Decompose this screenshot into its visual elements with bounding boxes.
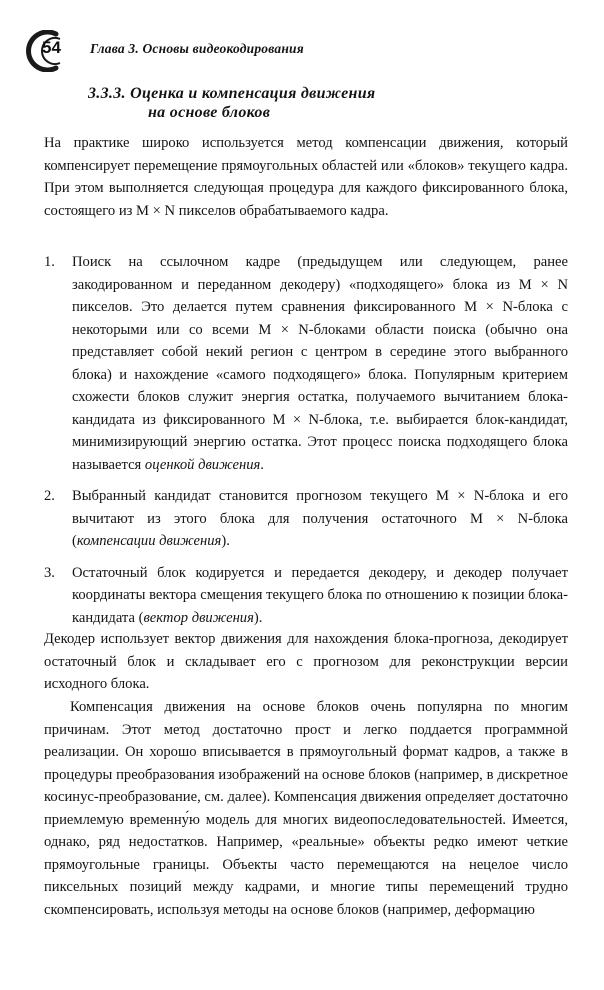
list-item-tail: ).	[221, 533, 230, 549]
list-item-tail: .	[260, 456, 264, 473]
section-heading	[88, 84, 558, 122]
list-item-number: 1.	[44, 254, 55, 270]
page-header	[26, 30, 586, 72]
list-item-number: 2.	[44, 488, 55, 504]
chapter-title: Глава 3. Основы видеокодирования	[90, 41, 304, 56]
list-item-text: Выбранный кандидат становится прогнозом текущего M × N-блока и его вычитают из этого блока для получения остаточного M × N-блока (	[72, 488, 568, 549]
list-item-text: Остаточный блок кодируется и передается декодеру, и декодер получает координаты вектора смещения текущего блока по отношению к позиции блока-кандидата (	[72, 564, 568, 626]
list-item-tail: ).	[253, 609, 263, 626]
list-item-term: вектор движения	[143, 609, 254, 626]
decoder-paragraph: Декодер использует вектор движения для нахождения блока-прогноза, декодирует остаточный блок и складывает его с прогнозом для реконструкции версии исходного блока.	[44, 631, 568, 692]
page-number: 54	[42, 38, 61, 57]
list-item	[44, 485, 568, 553]
list-item-term: оценкой движения	[144, 456, 261, 473]
list-item-text: Поиск на ссылочном кадре (предыдущем или следующем, ранее закодированном и переданном декодеру) «подходящего» блока из M × N пикселов. Это делается путем сравнения фиксированного M × N-блока с некоторыми или со всеми M × N-блоками области поиска (обычно она представляет собой некий регион с центром в середине этого выбранного блока) и нахождение «самого подходящего» блока. Популярным критерием схожести блоков служит энергия остатка, получаемого вычитанием блока-кандидата из фиксированного M × N-блока, т.е. выбирается блок-кандидат, минимизирующий энергию остатка. Этот процесс поиска подходящего блока называется	[72, 254, 568, 473]
list-item-term: компенсации движения	[76, 533, 222, 549]
section-heading-line2: на основе блоков	[148, 104, 271, 121]
body-paragraph: Компенсация движения на основе блоков очень популярна по многим причинам. Этот метод достаточно прост и легко поддается программной реализации. Он хорошо вписывается в прямоугольный формат кадров, а также в процедуры преобразования изображений на основе блоков (например, в дискретное косинус-преобразование, см. далее). Компенсация движения определяет достаточно приемлемую временну́ю модель для многих видеопоследовательностей. Имеется, однако, ряд недостатков. Например, «реальные» объекты редко имеют четкие прямоугольные границы. Объекты часто перемещаются на нецелое число пиксельных позиций между кадрами, и многие типы перемещений трудно скомпенсировать, используя методы на основе блоков (например, деформацию	[44, 699, 568, 918]
list-item	[44, 562, 568, 630]
list-item-number: 3.	[44, 564, 55, 581]
intro-paragraph: На практике широко используется метод компенсации движения, который компенсирует перемещение прямоугольных областей или «блоков» текущего кадра. При этом выполняется следующая процедура для каждого фиксированного блока, состоящего из M × N пикселов обрабатываемого кадра.	[44, 135, 568, 219]
section-heading-line1: 3.3.3. Оценка и компенсация движения	[88, 85, 376, 102]
procedure-list	[44, 251, 568, 638]
list-item	[44, 251, 568, 476]
